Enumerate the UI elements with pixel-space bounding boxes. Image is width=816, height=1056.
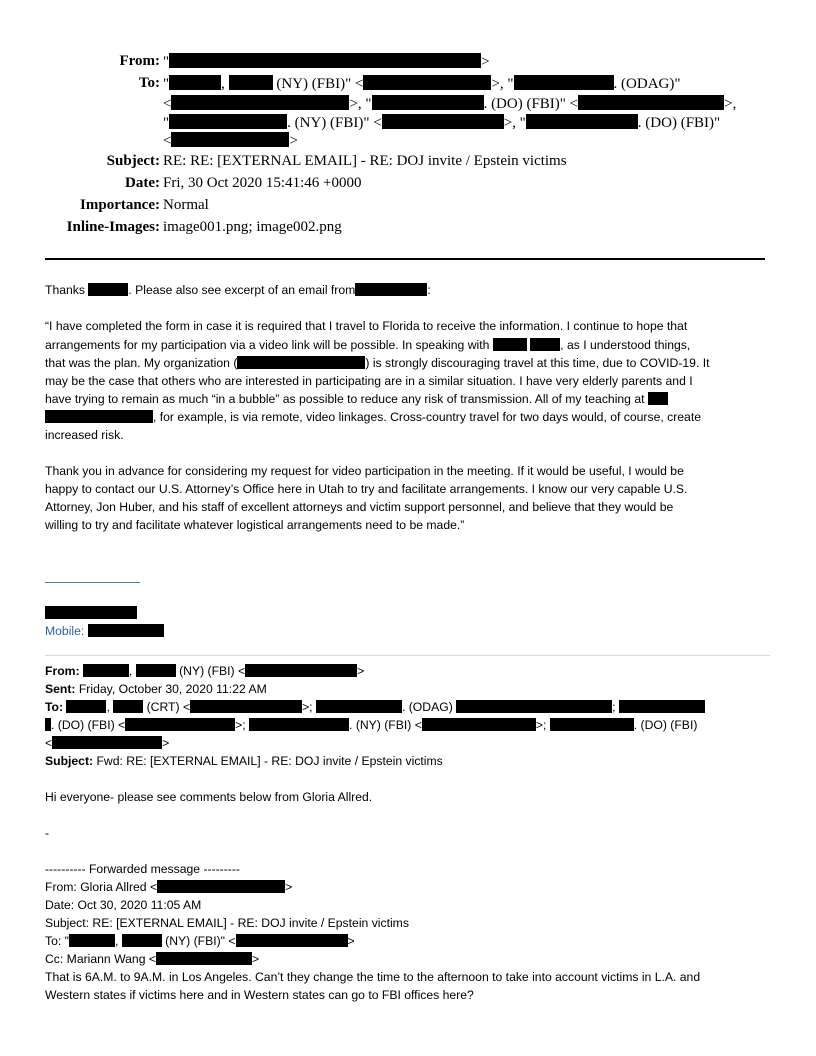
fwd2-banner: ---------- Forwarded message ---------: [45, 862, 240, 876]
redaction: [237, 356, 365, 369]
quote-line: may be the case that others who are interested in participating are in a similar situation. I have very elderly parents and I: [45, 374, 693, 388]
fwd2-date-line: Date: Oct 30, 2020 11:05 AM: [45, 898, 202, 912]
email-body: [45, 0, 775, 1056]
redaction: [125, 718, 235, 731]
redaction: [45, 606, 137, 619]
fwd1-to-line-3: < >: [45, 736, 170, 750]
redaction: [355, 283, 427, 296]
inline-images-value: image001.png; image002.png: [163, 219, 342, 235]
importance-value: Normal: [163, 197, 209, 213]
signature-mobile: Mobile:: [45, 622, 164, 641]
redaction: [66, 700, 106, 713]
date-value: Fri, 30 Oct 2020 15:41:46 +0000: [163, 175, 362, 191]
body-paragraph-line: happy to contact our U.S. Attorney’s Office here in Utah to try and facilitate arrangements. I know our very capable U.S.: [45, 482, 688, 496]
fwd2-to-line: To: " , (NY) (FBI)" < >: [45, 934, 355, 948]
thanks-line: Thanks . Please also see excerpt of an email from :: [45, 283, 431, 297]
redaction: [136, 664, 176, 677]
redaction: [113, 700, 143, 713]
redaction: [456, 700, 612, 713]
redaction: [52, 736, 162, 749]
redaction: [249, 718, 349, 731]
redaction: [530, 338, 560, 351]
fwd2-message-line: That is 6A.M. to 9A.M. in Los Angeles. Can’t they change the time to the afternoon to take into account victims in L.A. and: [45, 970, 701, 984]
to-label: To:: [138, 75, 160, 91]
quote-line: arrangements for my participation via a video link will be possible. In speaking with , as I understood things,: [45, 338, 691, 352]
email-header: From: " > To: " , (NY) (FBI)" < >, " . (ODAG)" < >, " . (DO) (FBI)" < >, " . (NY) (FBI)" < >, " . (DO) (FBI)" < > Subject: RE: RE: [EXTERNAL EMAIL] - RE: DOJ invite / Epstein victims Date: Fri, 30 Oct 2020 15:41:46 +0000 Importance: Normal Inline-Images: image001.png; image002.png: [0, 0, 816, 250]
quote-line: that was the plan. My organization ( ) is strongly discouraging travel at this time, due to COVID-19. It: [45, 356, 710, 370]
redaction: [619, 700, 705, 713]
fwd1-greeting: Hi everyone- please see comments below from Gloria Allred.: [45, 790, 373, 804]
signature-name: [45, 604, 137, 623]
fwd1-dash: -: [45, 826, 50, 840]
redaction: [83, 664, 129, 677]
fwd1-sent-line: Sent: Friday, October 30, 2020 11:22 AM: [45, 682, 267, 696]
inline-images-label: Inline-Images:: [66, 219, 160, 235]
redaction: [422, 718, 536, 731]
fwd2-message-line: Western states if victims here and in Western states can go to FBI offices here?: [45, 988, 474, 1002]
fwd2-subject-line: Subject: RE: [EXTERNAL EMAIL] - RE: DOJ invite / Epstein victims: [45, 916, 409, 930]
redaction: [648, 392, 668, 405]
redaction: [550, 718, 634, 731]
quote-line: , for example, is via remote, video linkages. Cross-country travel for two days would, of course, create: [45, 408, 701, 427]
redaction: [122, 934, 162, 947]
date-label: Date:: [125, 175, 160, 191]
fwd1-subject-line: Subject: Fwd: RE: [EXTERNAL EMAIL] - RE: DOJ invite / Epstein victims: [45, 754, 443, 768]
fwd2-from-line: From: Gloria Allred < >: [45, 880, 293, 894]
redaction: [493, 338, 527, 351]
body-paragraph-line: Thank you in advance for considering my request for video participation in the meeting. If it would be useful, I would be: [45, 464, 684, 478]
fwd1-from-line: From: , (NY) (FBI) < >: [45, 664, 365, 678]
body-paragraph-line: willing to try and facilitate whatever logistical arrangements need to be made.”: [45, 518, 465, 532]
quote-line: increased risk.: [45, 428, 124, 442]
quote-line: have trying to remain as much “in a bubble” as possible to reduce any risk of transmission. All of my teaching at: [45, 390, 668, 409]
importance-label: Importance:: [80, 197, 160, 213]
reply-divider: [45, 655, 770, 656]
fwd2-cc-line: Cc: Mariann Wang < >: [45, 952, 260, 966]
signature-divider: [45, 582, 140, 583]
redaction: [156, 952, 252, 965]
redaction: [69, 934, 115, 947]
redaction: [88, 283, 128, 296]
from-label: From:: [119, 53, 160, 69]
quote-line: “I have completed the form in case it is required that I travel to Florida to receive the information. I continue to hope that: [45, 319, 688, 333]
redaction: [316, 700, 402, 713]
subject-value: RE: RE: [EXTERNAL EMAIL] - RE: DOJ invite / Epstein victims: [163, 153, 567, 169]
redaction: [236, 934, 348, 947]
redaction: [45, 410, 153, 423]
redaction: [157, 880, 285, 893]
fwd1-to-line: To: , (CRT) < >; . (ODAG) ;: [45, 698, 705, 717]
redaction: [88, 624, 164, 637]
subject-label: Subject:: [106, 153, 160, 169]
body-paragraph-line: Attorney, Jon Huber, and his staff of excellent attorneys and victim support personnel, and believe that they would be: [45, 500, 674, 514]
redaction: [190, 700, 302, 713]
redaction: [245, 664, 357, 677]
fwd1-to-line-2: . (DO) (FBI) < >; . (NY) (FBI) < >; . (DO) (FBI): [45, 716, 697, 735]
